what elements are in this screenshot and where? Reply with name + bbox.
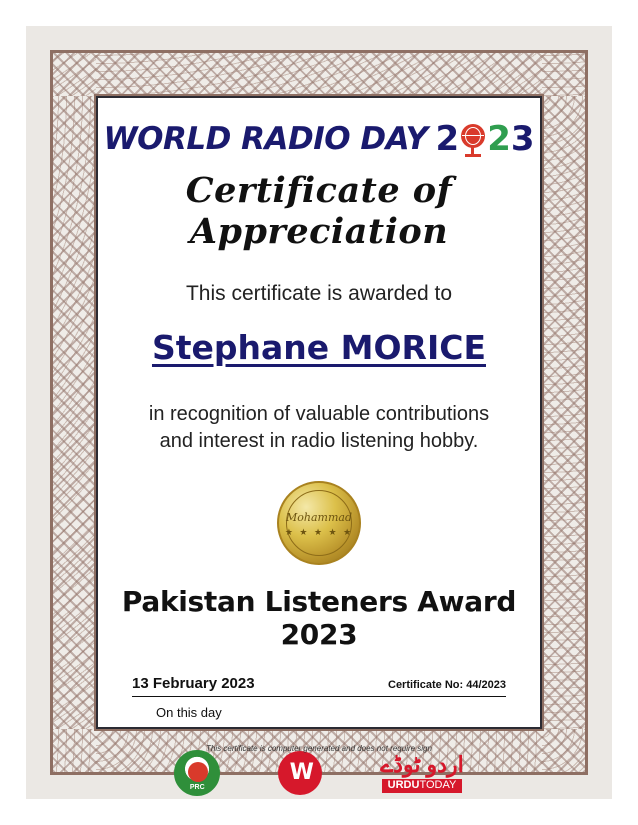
urdu-today-script: اردو ٹوڈے: [380, 752, 464, 778]
award-name: Pakistan Listeners Award 2023: [121, 585, 517, 651]
recognition-text: [98, 401, 540, 455]
recipient-name: Stephane MORICE: [151, 328, 486, 367]
urdu-today-logo: [380, 753, 463, 793]
recognition-line-1: in recognition of valuable contributions: [148, 403, 490, 425]
seal-stars: ★ ★ ★ ★ ★: [284, 527, 354, 537]
certificate-content-panel: [96, 96, 542, 792]
gold-seal-icon: [277, 481, 361, 565]
signature-rule: [132, 696, 506, 697]
year-logo: [435, 119, 535, 159]
issue-date: 13 February 2023: [132, 675, 255, 692]
certificate-number: Certificate No: 44/2023: [388, 679, 506, 691]
recognition-line-2: and interest in radio listening hobby.: [159, 430, 479, 452]
on-this-day-label: On this day: [156, 705, 222, 720]
certificate-outer-frame: [26, 26, 612, 799]
seal-container: [98, 481, 540, 565]
year-digit-3: 2: [487, 119, 511, 159]
year-digit-4: 3: [510, 119, 535, 159]
brand-title: WORLD RADIO DAY: [103, 120, 428, 157]
urdu-today-bold: URDU: [387, 779, 420, 792]
seal-signature: Mohammad: [286, 511, 352, 524]
urdu-today-light: TODAY: [419, 779, 457, 792]
certificate-meta: [132, 675, 506, 692]
w-radio-logo: W: [278, 751, 322, 795]
awarded-to-label: This certificate is awarded to: [185, 282, 453, 305]
footnote: This certificate is computer generated and does not require sign: [206, 744, 432, 753]
year-digit-1: 2: [435, 119, 460, 159]
pakistan-radio-club-logo: [174, 750, 220, 796]
footer-logos: [98, 750, 540, 796]
certificate-title: Certificate of Appreciation: [185, 170, 453, 252]
world-radio-day-header: [98, 119, 540, 159]
globe-microphone-icon: [459, 122, 487, 156]
prc-logo-label: PRC: [189, 784, 205, 791]
urdu-today-bar: [382, 779, 463, 793]
